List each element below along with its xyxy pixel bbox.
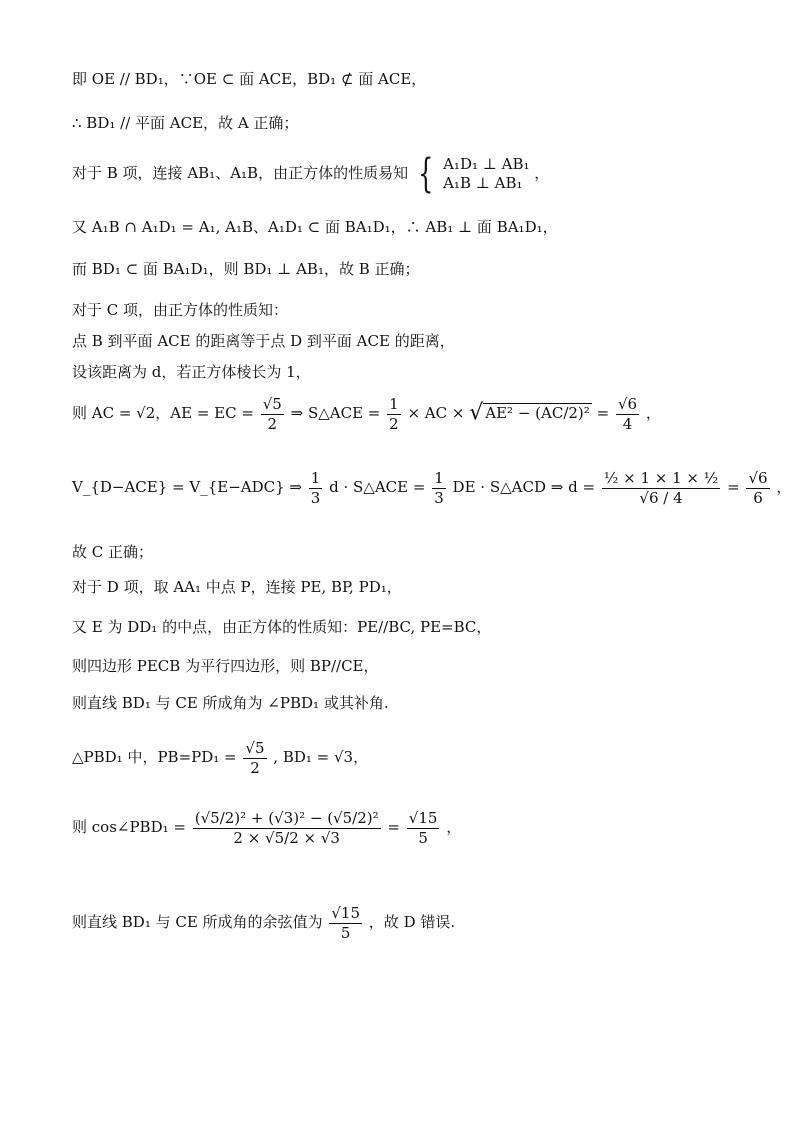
frac-den: 4 [622, 414, 633, 433]
frac-den: 2 × √5/2 × √3 [233, 828, 340, 847]
text-line-13: 又 E 为 DD₁ 的中点，由正方体的性质知：PE//BC, PE=BC， [72, 618, 492, 636]
frac-num: √5 [262, 395, 282, 413]
text-line-18 [72, 905, 455, 941]
frac-1-3 [309, 470, 323, 506]
frac-den: 3 [434, 488, 444, 507]
eq-pb: △PBD₁ 中，PB=PD₁ = [72, 748, 237, 766]
frac-num: 1 [389, 395, 399, 413]
frac-num: √6 [748, 469, 768, 487]
text-line-12: 对于 D 项，取 AA₁ 中点 P，连接 PE, BP, PD₁， [72, 578, 402, 596]
frac-den: 2 [389, 414, 399, 433]
text-line-17 [72, 810, 461, 846]
text-line-4: 又 A₁B ∩ A₁D₁ = A₁, A₁B、A₁D₁ ⊂ 面 BA₁D₁，∴ AB₁ ⊥ 面 BA₁D₁， [72, 218, 558, 236]
text-line-10 [72, 470, 791, 506]
frac-sqrt15-5-b [329, 905, 362, 941]
frac-den: 6 [753, 488, 763, 507]
eq-de-s: DE · S△ACD ⇒ d = [452, 478, 596, 496]
frac-1-2 [387, 396, 401, 432]
frac-sqrt6-4 [616, 396, 639, 432]
equals: = [596, 404, 610, 422]
comma: ， [645, 404, 661, 422]
frac-den: 2 [250, 758, 260, 777]
frac-num: 1 [310, 469, 321, 487]
frac-sqrt5-2 [261, 396, 284, 432]
frac-num: √5 [245, 739, 265, 757]
eq-cos: 则 cos∠PBD₁ = [72, 818, 186, 836]
text-line-7: 点 B 到平面 ACE 的距离等于点 D 到平面 ACE 的距离， [72, 332, 455, 350]
text-line-1: 即 OE // BD₁，∵OE ⊂ 面 ACE，BD₁ ⊄ 面 ACE， [72, 70, 427, 88]
text-line-6: 对于 C 项，由正方体的性质知： [72, 301, 289, 319]
system-eq-1: A₁D₁ ⊥ AB₁ [443, 154, 530, 173]
sqrt-expr: AE² − (AC/2)² [485, 404, 590, 422]
frac-num: √6 [617, 395, 638, 413]
text-line-3 [72, 151, 550, 197]
final-text: 则直线 BD₁ 与 CE 所成角的余弦值为 [72, 913, 323, 931]
comma: ， [776, 478, 792, 496]
eq-ac-part: 则 AC = √2，AE = EC = [72, 404, 254, 422]
left-brace: { [417, 151, 434, 197]
eq-d-s: d · S△ACE = [329, 478, 426, 496]
text-line-14: 则四边形 PECB 为平行四边形，则 BP//CE， [72, 657, 379, 675]
system-eq-2: A₁B ⊥ AB₁ [443, 174, 523, 192]
text-line-8: 设该距离为 d，若正方体棱长为 1， [72, 363, 311, 381]
frac-num: 1 [434, 469, 444, 487]
comma: ， [446, 818, 462, 836]
frac-den: √6 / 4 [639, 488, 683, 507]
frac-den: 5 [340, 923, 351, 942]
frac-den: 3 [310, 488, 321, 507]
b-item-intro: 对于 B 项，连接 AB₁、A₁B，由正方体的性质易知 [72, 164, 409, 182]
eq-area: ⇒ S△ACE = [290, 404, 381, 422]
text-line-2: ∴ BD₁ // 平面 ACE，故 A 正确； [72, 114, 299, 132]
frac-num: √15 [331, 904, 361, 922]
equals: = [387, 818, 400, 836]
frac-cos [193, 810, 381, 846]
text-line-16 [72, 740, 368, 776]
comma: ， [534, 164, 550, 182]
text-line-11: 故 C 正确； [72, 543, 154, 561]
frac-den: 5 [418, 828, 428, 847]
text-line-5: 而 BD₁ ⊂ 面 BA₁D₁，则 BD₁ ⊥ AB₁，故 B 正确； [72, 260, 420, 278]
frac-den: 2 [267, 414, 278, 433]
frac-num: ½ × 1 × 1 × ½ [603, 469, 719, 487]
equation-system [443, 155, 529, 194]
frac-num: √15 [408, 809, 438, 827]
eq-bd1: , BD₁ = √3， [273, 748, 369, 766]
sqrt-icon: √ [469, 400, 484, 426]
frac-sqrt5-2-b [243, 740, 266, 776]
equals: = [727, 478, 740, 496]
frac-num: (√5/2)² + (√3)² − (√5/2)² [194, 809, 379, 827]
frac-sqrt15-5 [407, 810, 440, 846]
text-line-9 [72, 396, 661, 432]
final-conclusion: ，故 D 错误. [368, 913, 456, 931]
eq-volume: V_{D−ACE} = V_{E−ADC} ⇒ [72, 478, 302, 496]
text-line-15: 则直线 BD₁ 与 CE 所成角为 ∠PBD₁ 或其补角. [72, 694, 389, 712]
frac-sqrt6-6 [746, 470, 769, 506]
eq-times-ac: × AC × [407, 404, 465, 422]
frac-1-3-b [432, 470, 446, 506]
frac-d-value [602, 470, 720, 506]
